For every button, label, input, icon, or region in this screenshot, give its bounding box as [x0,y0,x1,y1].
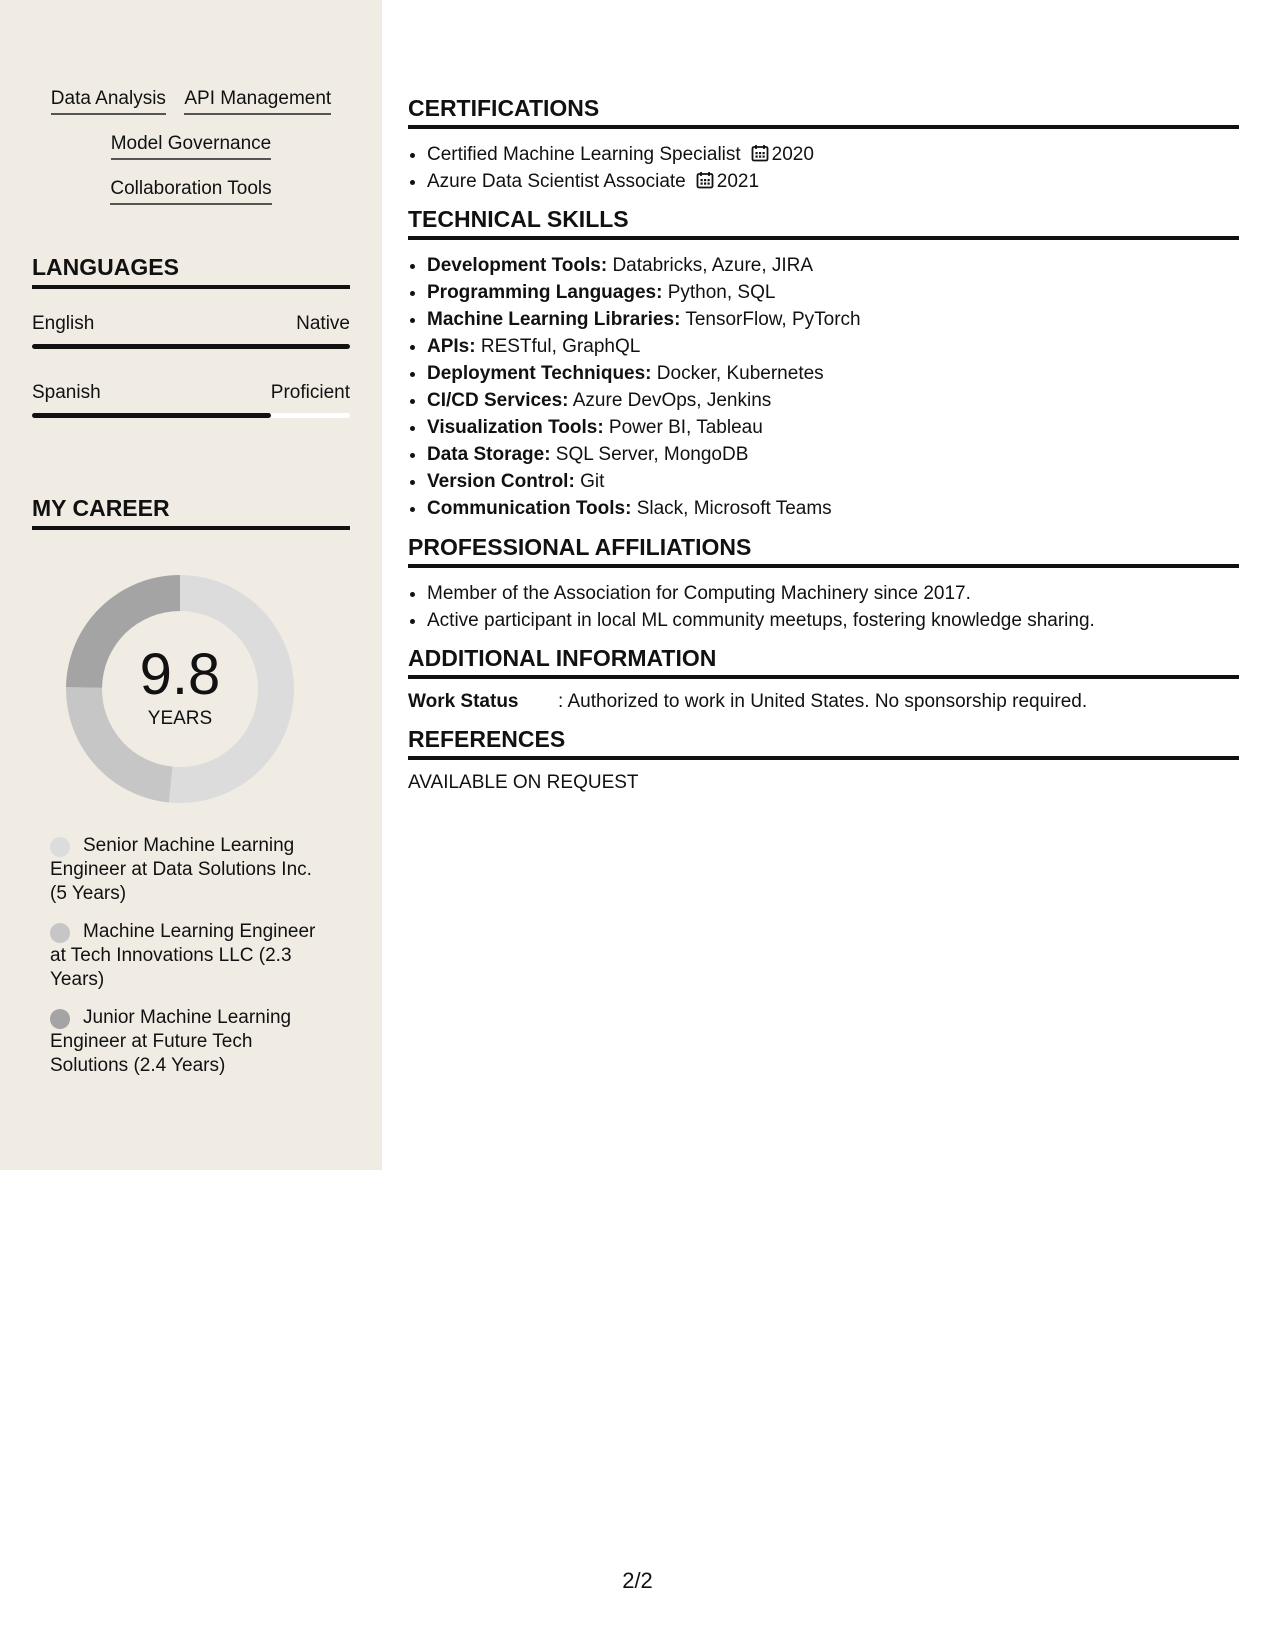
skill-item [427,333,1239,360]
skill-label: Deployment Techniques: [427,363,652,384]
technical-skills-list [408,252,1239,522]
affiliations-list [408,580,1239,634]
career-item-label: Senior Machine Learning Engineer at Data Solutions Inc. (5 Years) [50,835,312,904]
skill-label: APIs: [427,336,476,357]
career-list [50,834,320,1092]
skill-item [427,279,1239,306]
career-dot-icon [50,1009,70,1029]
skill-value: TensorFlow, PyTorch [680,309,861,330]
language-name: Spanish [32,382,101,403]
career-dot-icon [50,923,70,943]
certifications-list [408,141,1239,195]
languages-heading: LANGUAGES [32,254,350,289]
skill-value: Docker, Kubernetes [651,363,824,384]
skill-label: Version Control: [427,471,575,492]
work-status-row [408,691,1239,713]
page-number: 2/2 [622,1568,653,1593]
skill-label: Development Tools: [427,255,608,276]
certifications-heading: CERTIFICATIONS [408,95,1239,129]
work-status-value: : Authorized to work in United States. No sponsorship required. [558,691,1088,712]
references-heading: REFERENCES [408,726,1239,760]
skill-item [427,414,1239,441]
skill-label: Data Storage: [427,444,551,465]
skill-tag-row [32,176,350,205]
skill-value: Python, SQL [662,282,776,303]
skill-tags [32,86,350,221]
career-item [50,834,320,906]
skill-item [427,441,1239,468]
career-item [50,920,320,992]
skill-tag: Collaboration Tools [110,176,271,205]
references-text: AVAILABLE ON REQUEST [408,772,639,793]
additional-info-section [408,645,1239,713]
certification-item [427,141,1239,168]
career-total-value: 9.8 [139,642,221,707]
skill-label: Communication Tools: [427,498,632,519]
skill-tag-row [32,86,350,115]
language-bar-fill [32,413,271,418]
additional-info-heading: ADDITIONAL INFORMATION [408,645,1239,679]
career-dot-icon [50,837,70,857]
language-level: Native [296,313,350,334]
skill-item [427,252,1239,279]
skill-label: Visualization Tools: [427,417,604,438]
skill-tag: Model Governance [111,131,272,160]
career-item-label: Junior Machine Learning Engineer at Future Tech Solutions (2.4 Years) [50,1007,292,1076]
skill-item [427,468,1239,495]
certification-year: 2020 [771,144,814,165]
skill-value: SQL Server, MongoDB [550,444,749,465]
skill-tag: Data Analysis [51,86,166,115]
skill-label: Machine Learning Libraries: [427,309,681,330]
work-status-label: Work Status [408,691,519,712]
language-spanish [32,382,350,418]
certification-name: Certified Machine Learning Specialist [427,144,741,165]
certification-item [427,168,1239,195]
affiliations-heading: PROFESSIONAL AFFILIATIONS [408,534,1239,568]
affiliations-section [408,534,1239,634]
sidebar [0,0,382,1170]
language-bar [32,344,350,349]
career-donut-chart [63,572,297,806]
skill-tag: API Management [184,86,331,115]
skill-value: Databricks, Azure, JIRA [607,255,814,276]
calendar-icon [751,144,769,162]
skill-value: Azure DevOps, Jenkins [568,390,772,411]
language-bar [32,413,350,418]
career-heading: MY CAREER [32,495,350,530]
language-name: English [32,313,95,334]
skill-value: Power BI, Tableau [603,417,763,438]
references-section [408,726,1239,794]
career-item-label: Machine Learning Engineer at Tech Innovations LLC (2.3 Years) [50,921,316,990]
skill-value: RESTful, GraphQL [475,336,641,357]
certification-name: Azure Data Scientist Associate [427,171,686,192]
language-bar-fill [32,344,350,349]
language-level: Proficient [270,382,350,403]
career-total-unit: YEARS [147,708,213,729]
skill-label: Programming Languages: [427,282,663,303]
skill-value: Slack, Microsoft Teams [631,498,832,519]
skill-item [427,360,1239,387]
skill-value: Git [574,471,605,492]
skill-item [427,387,1239,414]
technical-skills-heading: TECHNICAL SKILLS [408,206,1239,240]
skill-tag-row [32,131,350,160]
career-total [63,642,297,730]
affiliation-item: • Member of the Association for Computing Machinery since 2017. [427,580,1239,607]
skill-item [427,495,1239,522]
certification-year: 2021 [716,171,760,192]
skill-item [427,306,1239,333]
calendar-icon [696,171,714,189]
skill-label: CI/CD Services: [427,390,569,411]
technical-skills-section [408,206,1239,522]
certifications-section [408,95,1239,195]
affiliation-item: • Active participant in local ML community meetups, fostering knowledge sharing. [427,607,1239,634]
language-english [32,313,350,349]
career-item [50,1006,320,1078]
